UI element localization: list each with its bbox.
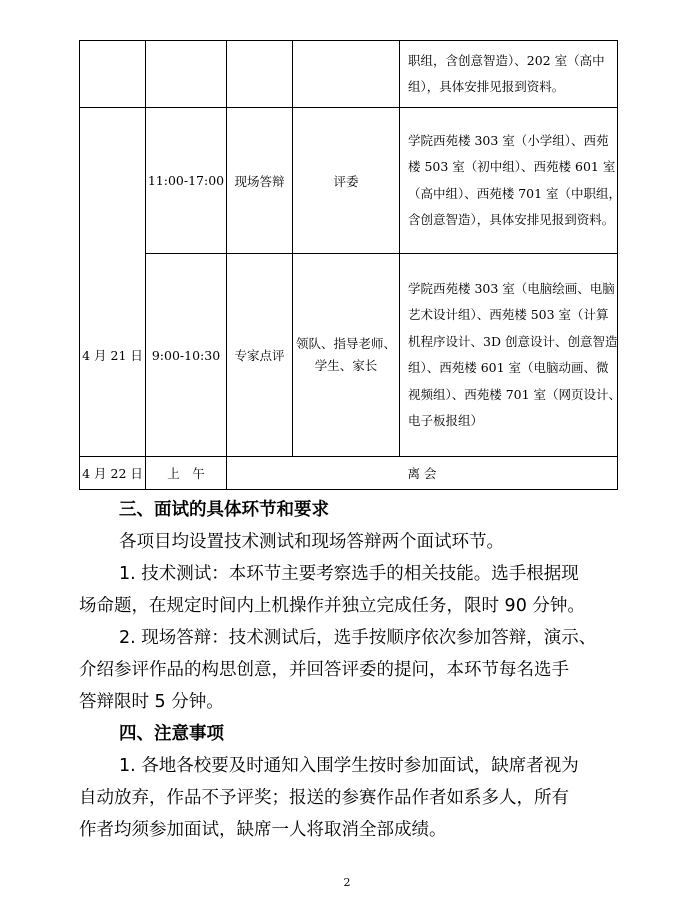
venue-line: 组），具体安排见报到资料。 bbox=[408, 79, 565, 94]
venue-cell bbox=[400, 254, 622, 457]
time-cell: 9:00-10:30 bbox=[146, 254, 227, 457]
date-cell bbox=[80, 41, 146, 108]
text-line: 1. 各地各校要及时通知入围学生按时参加面试，缺席者视为 bbox=[119, 756, 579, 776]
time-cell: 11:00-17:00 bbox=[146, 108, 227, 254]
participants-cell bbox=[293, 254, 400, 457]
participants-line: 学生、家长 bbox=[314, 358, 378, 373]
schedule-table bbox=[79, 40, 622, 490]
venue-line: 组）、西苑楼 601 室（电脑动画、微 bbox=[408, 360, 609, 375]
venue-cell bbox=[400, 108, 622, 254]
date-cell: 4 月 22 日 bbox=[80, 457, 146, 490]
venue-line: 视频组）、西苑楼 701 室（网页设计、 bbox=[408, 386, 622, 402]
date-cell: 4 月 21 日 bbox=[80, 254, 146, 457]
venue-line: 学院西苑楼 303 室（电脑绘画、电脑 bbox=[408, 280, 615, 296]
participants-line: 领队、指导老师、 bbox=[295, 336, 396, 351]
table-row bbox=[80, 254, 618, 457]
participants-cell: 评委 bbox=[293, 108, 400, 254]
text-line: 场命题，在规定时间内上机操作并独立完成任务，限时 90 分钟。 bbox=[79, 596, 585, 616]
paragraph bbox=[79, 750, 619, 846]
activity-cell: 离 会 bbox=[227, 457, 618, 490]
venue-line: 学院西苑楼 303 室（小学组）、西苑 bbox=[408, 132, 609, 148]
participants-cell bbox=[293, 41, 400, 108]
section-heading: 三、面试的具体环节和要求 bbox=[119, 500, 329, 520]
section-heading: 四、注意事项 bbox=[119, 724, 224, 744]
text-line: 答辩限时 5 分钟。 bbox=[79, 692, 224, 712]
venue-line: 楼 503 室（初中组）、西苑楼 601 室 bbox=[408, 159, 616, 174]
paragraph bbox=[79, 622, 619, 718]
time-cell bbox=[146, 41, 227, 108]
page-number: 2 bbox=[343, 876, 351, 889]
text-line: 介绍参评作品的构思创意，并回答评委的提问，本环节每名选手 bbox=[79, 660, 569, 680]
activity-cell bbox=[227, 41, 293, 108]
venue-line: 职组，含创意智造）、202 室（高中 bbox=[408, 52, 605, 68]
time-cell: 上 午 bbox=[146, 457, 227, 490]
activity-cell: 现场答辩 bbox=[227, 108, 293, 254]
activity-cell: 专家点评 bbox=[227, 254, 293, 457]
table-row bbox=[80, 41, 618, 108]
venue-cell bbox=[400, 41, 618, 108]
venue-line: 含创意智造），具体安排见报到资料。 bbox=[408, 212, 615, 227]
venue-line: 艺术设计组）、西苑楼 503 室（计算 bbox=[408, 307, 609, 322]
text-line: 2. 现场答辩：技术测试后，选手按顺序依次参加答辩，演示、 bbox=[119, 628, 597, 648]
date-cell bbox=[80, 108, 146, 254]
paragraph: 各项目均设置技术测试和现场答辩两个面试环节。 bbox=[119, 532, 504, 552]
venue-line: 机程序设计、3D 创意设计、创意智造 bbox=[408, 333, 618, 349]
section-4 bbox=[79, 718, 619, 846]
venue-line: （高中组）、西苑楼 701 室（中职组， bbox=[408, 185, 622, 201]
text-line: 作者均须参加面试，缺席一人将取消全部成绩。 bbox=[79, 820, 447, 840]
table-row bbox=[80, 108, 618, 254]
section-3 bbox=[79, 494, 619, 718]
text-line: 1. 技术测试：本环节主要考察选手的相关技能。选手根据现 bbox=[119, 564, 579, 584]
venue-line: 电子板报组） bbox=[408, 413, 484, 428]
text-line: 自动放弃，作品不予评奖；报送的参赛作品作者如系多人，所有 bbox=[79, 788, 569, 808]
paragraph bbox=[79, 558, 619, 622]
table-row bbox=[80, 457, 618, 490]
